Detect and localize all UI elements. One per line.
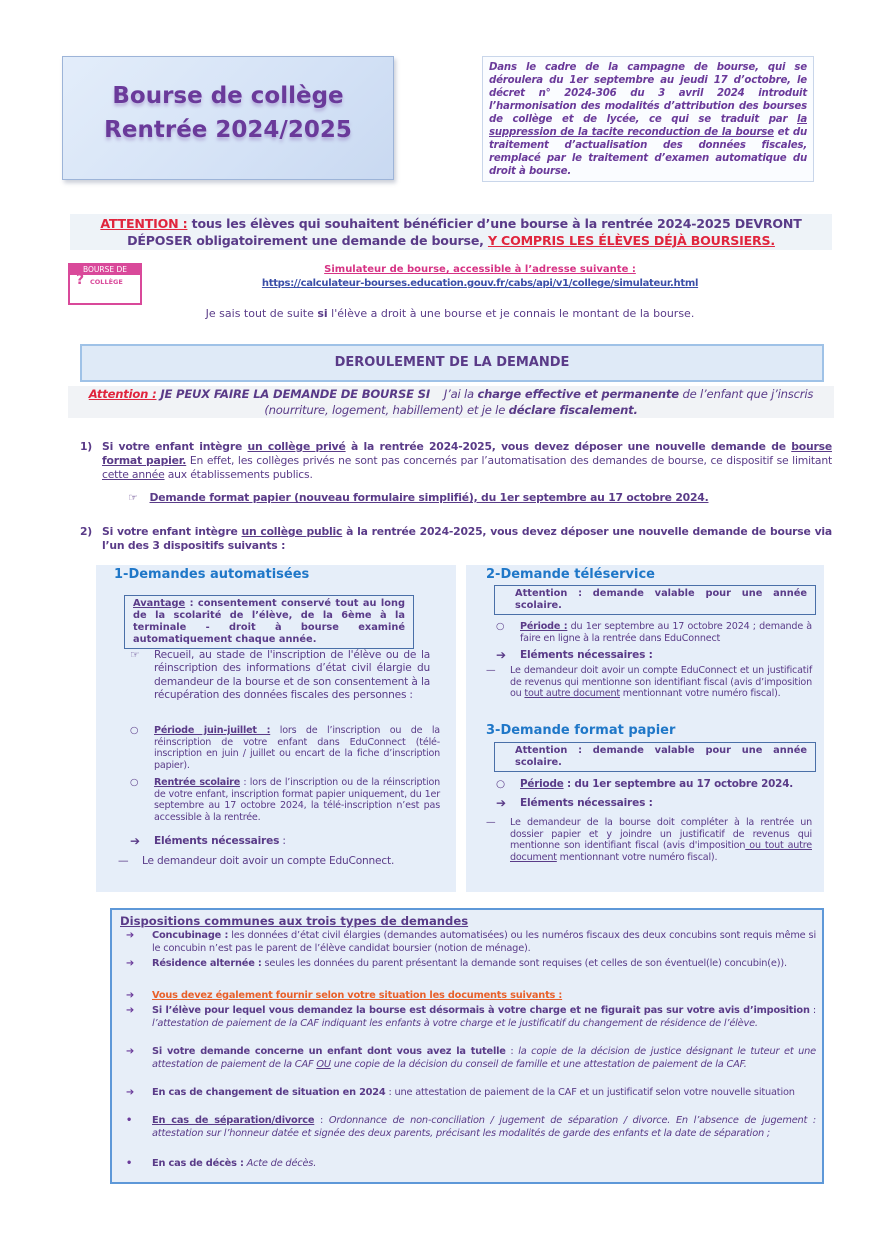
change-item [126,1087,816,1100]
req-b: mentionnant votre numéro fiscal). [619,688,781,700]
advantage-box [124,595,414,649]
p2-label: Rentrée scolaire [154,777,241,788]
arrow-right-icon: ➔ [496,648,506,662]
panel2-title: 2-Demande téléservice [486,567,655,582]
intro-text [489,61,807,178]
tutelle-item [126,1046,816,1071]
item-number: 2) [80,525,93,538]
req-u: ou tout autre document [510,840,812,863]
tutelle-i2: une copie de la décision du conseil de famille et une attestation de paiement de la CAF. [330,1058,747,1070]
dash-icon: — [486,817,496,828]
simulator-note [100,307,800,320]
item-number: 1) [80,440,93,453]
panel2-requirement [486,665,812,700]
simulator-label: Simulateur de bourse, accessible à l’adresse suivante : [324,264,636,275]
condition-banner [68,386,834,418]
bullet-icon: • [126,1158,133,1169]
paper-form-link [128,491,709,504]
circle-bullet-icon: ○ [496,778,505,790]
arrow-right-icon: ➔ [126,990,135,1001]
pointing-hand-icon: ☞ [130,649,140,661]
condition-t2: de l’enfant que j’inscris (nourriture, logement, habillement) et je le [264,387,814,417]
condition-b1: charge effective et permanente [477,387,679,401]
tutelle-u: OU [316,1058,331,1070]
recueil-body: Recueil, au stade de l'inscription de l'élève ou de la réinscription des informations d’état civil élargie du demandeur de la bourse et de son consentement à la récupération des données fiscales des personnes : [154,649,430,702]
deces-i: Acte de décès. [243,1158,317,1169]
resid-b: Résidence alternée : [152,958,262,969]
panel3-title: 3-Demande format papier [486,723,676,738]
intro-underlined: la suppression de la tacite reconduction de la bourse [489,114,807,138]
simulator-block [150,263,810,291]
simulator-link[interactable]: https://calculateur-bourses.education.gouv.fr/cabs/api/v1/college/simulateur.html [261,278,699,289]
deces-b: En cas de décès : [152,1158,244,1169]
req-text: Le demandeur doit avoir un compte EduConnect. [142,855,395,867]
item2-u1: un collège public [241,525,343,538]
section-title: DEROULEMENT DE LA DEMANDE [80,344,824,382]
tutelle-b: Si votre demande concerne un enfant dont vous avez la tutelle [152,1046,506,1057]
item1-b: à la rentrée 2024-2025, vous devez déposer une nouvelle demande de [345,440,792,453]
req-u: tout autre document [524,688,620,700]
documents-item [126,990,816,1003]
title-box [62,56,394,180]
item1-u2: bourse format papier. [102,440,832,467]
deces-item [126,1158,816,1171]
condition-b2: déclare fiscalement. [508,403,638,417]
arrow-right-icon: ➔ [126,958,135,969]
panel-automated [96,565,456,892]
recueil-text [130,649,430,703]
advantage-text: : consentement conservé tout au long de la scolarité de l’élève, de la 6ème à la terminale - droit à bourse examiné automatiquement chaque année. [133,598,405,645]
condition-lead: JE PEUX FAIRE LA DEMANDE DE BOURSE SI [156,387,430,401]
change-b: En cas de changement de situation en 2024 [152,1087,386,1098]
sep-i: Ordonnance de non-conciliation / jugement de séparation / divorce. En l’absence de jugement : attestation sur l’honneur datée et signée des deux parents, précisant les modalités de garde des enfants et la date de séparation ; [152,1115,816,1139]
title-line-2: Rentrée 2024/2025 [104,117,352,143]
note-b: si [317,307,328,320]
note-a: Je sais tout de suite [205,307,318,320]
pointing-hand-icon: ☞ [128,491,138,504]
question-mark-icon: ? [76,272,85,288]
concub-t: les données d’état civil élargies (demandes automatisées) ou les numéros fiscaux des deux concubins sont requis même si le concubin n’est pas le parent de l’élève candidat boursier (notion de ménage). [152,930,816,954]
logo-bottom [70,272,140,289]
panel2-elements [496,649,812,662]
req-a: Le demandeur doit avoir un compte EduConnect et un justificatif de revenus qui mentionne son identifiant fiscal (avis d’imposition ou [510,665,812,700]
note-c: l'élève a droit à une bourse et je connais le montant de la bourse. [327,307,695,320]
panel1-title: 1-Demandes automatisées [114,567,310,582]
item1-u3: cette année [102,468,165,481]
attention-emphasis: Y COMPRIS LES ÉLÈVES DÉJÀ BOURSIERS. [487,233,775,248]
intro-box [482,56,814,182]
elements-label: Eléments nécessaires : [520,649,653,661]
bullet-icon: • [126,1115,133,1126]
sep-t: : [314,1115,329,1126]
p1-label: Période juin-juillet : [154,725,271,736]
docs-text: Vous devez également fournir selon votre situation les documents suivants : [152,990,563,1001]
separation-item [126,1115,816,1140]
arrow-right-icon: ➔ [126,1005,135,1016]
item1-c: En effet, les collèges privés ne sont pas concernés par l’automatisation des demandes de bourse, ce dispositif se limitant [186,454,833,467]
logo-bottom-text: COLLÈGE [90,278,123,286]
arrow-right-icon: ➔ [126,930,135,941]
intro-part-2: et du traitement d’actualisation des données fiscales, remplacé par le traitement d’examen automatique du droit à bourse. [489,127,808,177]
circle-bullet-icon: ○ [496,621,505,632]
item1-u1: un collège privé [247,440,346,453]
charge-b: Si l’élève pour lequel vous demandez la bourse est désormais à votre charge et ne figurait pas sur votre avis d’imposition [152,1005,810,1016]
req-a: Le demandeur de la bourse doit compléter à la rentrée un dossier papier et y joindre un justificatif de revenus qui mentionne son identifiant fiscal (avis d'imposition [510,817,812,852]
item-private-college [80,440,832,482]
attention-label: ATTENTION : [100,216,188,231]
concub-b: Concubinage : [152,930,229,941]
elements-heading [130,835,430,848]
panel-teleservice-paper [466,565,824,892]
period-text: : du 1er septembre au 17 octobre 2024. [563,778,793,790]
common-title: Dispositions communes aux trois types de demandes [120,914,469,928]
circle-bullet-icon: ○ [130,725,139,736]
tutelle-t: : [505,1046,519,1057]
panel2-attention-box: Attention : demande valable pour une année scolaire. [494,585,816,615]
period-label: Période [520,778,564,790]
dash-icon: — [118,855,129,867]
circle-bullet-icon: ○ [130,777,139,788]
advantage-label: Avantage [133,598,186,609]
dash-icon: — [486,665,496,676]
elements-label: Eléments nécessaires [154,835,280,847]
panel2-period [496,621,812,644]
panel3-attention-box: Attention : demande valable pour une année scolaire. [494,742,816,772]
title-line-1: Bourse de collège [112,83,344,109]
charge-i: l’attestation de paiement de la CAF indiquant les enfants à votre charge et le justificatif du changement de résidence de l’élève. [152,1017,758,1029]
req-b: mentionnant votre numéro fiscal). [556,851,718,863]
arrow-right-icon: ➔ [126,1087,135,1098]
item-public-college [80,525,832,553]
elements-label: Eléments nécessaires : [520,797,653,809]
attention-banner [70,214,832,250]
p1-text: lors de l’inscription ou de la réinscription de votre enfant dans EduConnect (télé-inscription en juin / juillet ou encart de la fiche d’inscription papier). [154,725,440,771]
period-rentree [130,777,440,823]
concubinage-item [126,930,816,955]
residence-item [126,958,816,971]
period-june-july [130,725,440,771]
item2-b: à la rentrée 2024-2025, vous devez déposer une nouvelle demande de bourse via l’un des 3 dispositifs suivants : [102,525,832,552]
panel3-requirement [486,817,812,863]
intro-part-1: Dans le cadre de la campagne de bourse, qui se déroulera du 1er septembre au jeudi 17 d’octobre, le décret n° 2024-306 du 3 avril 2024 introduit l’harmonisation des modalités d’attribution des bourses de collège et de lycée, ce qui se traduit par [489,62,807,125]
p2-text: : lors de l’inscription ou de la réinscription de votre enfant, inscription format papier uniquement, du 1er septembre au 17 octobre 2024, la télé-inscription n’est pas accessible à la rentrée. [154,777,440,823]
condition-t1: J’ai la [443,387,478,401]
period-label: Période : [520,621,568,632]
condition-label: Attention : [88,387,157,401]
charge-item [126,1005,816,1030]
charge-t: : [809,1005,816,1016]
item2-a: Si votre enfant intègre [102,525,242,538]
resid-t: seules les données du parent présentant la demande sont requises (et celles de son éventuel(le) concubin(e)). [261,958,787,969]
attention-text: tous les élèves qui souhaitent bénéficier d’une bourse à la rentrée 2024-2025 DEVRONT DÉPOSER obligatoirement une demande de bourse, [127,216,802,248]
item1-d: aux établissements publics. [164,468,313,481]
item1-a: Si votre enfant intègre [102,440,248,453]
elements-suffix: : [279,835,286,847]
paper-form-text[interactable]: Demande format papier (nouveau formulaire simplifié), du 1er septembre au 17 octobre 2024. [149,491,709,504]
arrow-right-icon: ➔ [496,796,506,810]
panel3-elements [496,797,812,810]
common-dispositions-box [110,908,824,1184]
requirement-1 [118,855,438,868]
sep-b: En cas de séparation/divorce [152,1115,315,1126]
change-t: : une attestation de paiement de la CAF et un justificatif selon votre nouvelle situation [385,1087,795,1098]
logo-top-text: BOURSE DE [70,265,140,275]
period-text: du 1er septembre au 17 octobre 2024 ; demande à faire en ligne à la rentrée dans EduConnect [520,621,812,644]
arrow-right-icon: ➔ [126,1046,135,1057]
panel3-period [496,779,812,791]
bourse-college-logo [68,263,142,305]
tutelle-i1: la copie de la décision de justice désignant le tuteur et une attestation de paiement de la CAF [152,1046,816,1070]
arrow-right-icon: ➔ [130,834,140,848]
